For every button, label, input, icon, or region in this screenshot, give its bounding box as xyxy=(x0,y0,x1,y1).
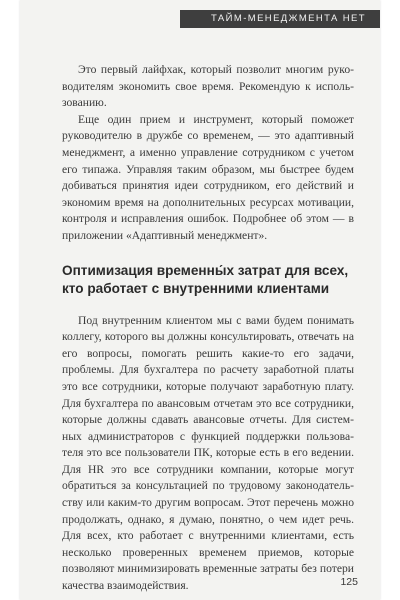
paragraph-lifehack: Это первый лайфхак, который позволит многим руководителям экономить свое время. Рекомендую к использованию. xyxy=(62,63,354,110)
paragraph-internal-clients: Под внутренним клиентом мы с вами будем понимать коллегу, которого вы должны консультировать, отвечать на его вопросы, помогать решить какие-то его задачи, проблемы. Для бухгалтера по расчету заработной платы это все сотрудники, которые получают заработную плату. Для бухгалтера по авансовым отчетам это все сотрудники, которые должны сдавать авансовые отчеты. Для системных администраторов с функцией поддержки пользователя это все пользователи ПК, которые есть в его ведении. Для HR это все сотрудники компании, которые могут обратиться за консультацией по трудовому законодательству или каким-то другим вопросам. Этот перечень можно продолжать, однако, я думаю, понятно, о чем идет речь. Для всех, кто работает с внутренними клиентами, есть несколько проверенных временем приемов, которые позволяют минимизировать временные затраты без потери качества взаимодействия. xyxy=(62,313,354,593)
section-heading-line-2: кто работает с внутренними клиентами xyxy=(62,280,330,296)
section-heading-line-1: Оптимизация временны́х затрат для всех, xyxy=(62,262,349,278)
running-header: ТАЙМ-МЕНЕДЖМЕНТА НЕТ xyxy=(180,10,380,28)
page-number: 125 xyxy=(340,576,358,588)
section-heading xyxy=(62,262,354,298)
paragraph-adaptive-management: Еще один прием и инструмент, который поможет руководителю в дружбе со временем, — это адаптивный менеджмент, а именно управление сотрудником с учетом его типажа. Управляя таким образом, мы быстрее будем добиваться принятия идеи сотрудником, его действий и экономим время на дополнительных ресурсах мотивации, контроля и исправления ошибок. Подробнее об этом — в приложении «Адаптивный менеджмент». xyxy=(62,112,354,242)
book-page xyxy=(20,0,380,600)
page-content xyxy=(62,62,354,595)
